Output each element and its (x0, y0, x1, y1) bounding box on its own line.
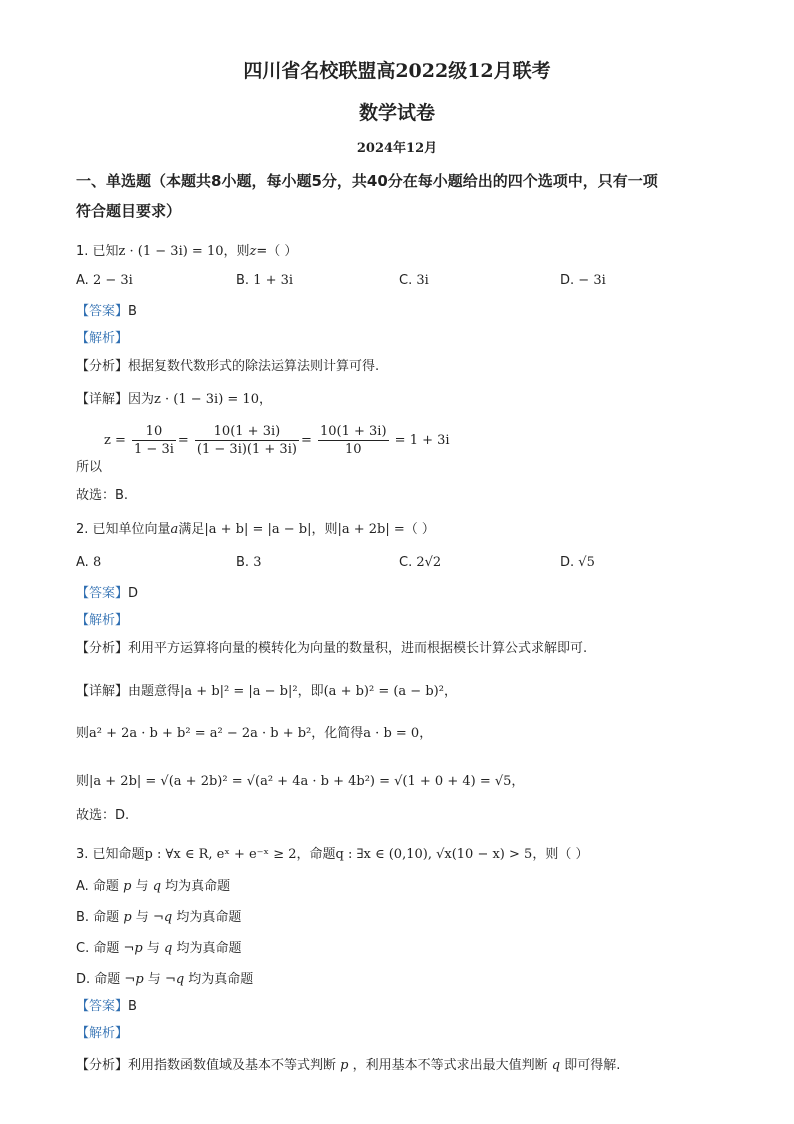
q2-option-a: A. 8 (76, 555, 102, 570)
q1-option-b: B. 1 + 3i (236, 273, 294, 288)
q2-option-c: C. 2√2 (399, 555, 442, 570)
exam-subtitle: 数学试卷 (358, 102, 435, 124)
q2-detail-1: 【详解】由题意得|a + b|² = |a − b|²，即(a + b)² = (a − b)²， (76, 684, 457, 699)
q2-option-d: D. √5 (560, 555, 595, 570)
q3-answer: 【答案】B (76, 999, 137, 1014)
section-heading-line1: 一、单选题（本题共8小题，每小题5分，共40分在每小题给出的四个选项中，只有一项 (76, 172, 658, 190)
q1-stem: 1. 已知z · (1 − 3i) = 10，则z=（ ） (76, 244, 298, 259)
q1-fraction-equation: z = $\frac{10}{1 - 3i}$ = $\frac{10(1 + 3i)}{(1 - 3i)(1 + 3i)}$ = $\frac{10(1 + 3i)}{10}$ = 1 + 3i (104, 424, 450, 457)
q1-option-a: A. 2 − 3i (76, 273, 133, 288)
q1-answer: 【答案】B (76, 304, 137, 319)
q1-conclusion: 故选：B. (76, 488, 129, 503)
q1-analysis-tag: 【解析】 (76, 331, 129, 346)
exam-title: 四川省名校联盟高2022级12月联考 (243, 60, 551, 82)
q1-suoyi: 所以 (76, 460, 103, 475)
q2-option-b: B. 3 (236, 555, 262, 570)
q2-fenxi: 【分析】利用平方运算将向量的模转化为向量的数量积，进而根据模长计算公式求解即可. (76, 641, 588, 656)
q2-detail-3: 则|a + 2b| = √(a + 2b)² = √(a² + 4a · b + 4b²) = √(1 + 0 + 4) = √5， (76, 774, 525, 789)
q3-option-a: A. 命题 p 与 q 均为真命题 (76, 879, 231, 894)
q3-analysis-tag: 【解析】 (76, 1026, 129, 1041)
q2-detail-2: 则a² + 2a · b + b² = a² − 2a · b + b²，化简得a · b = 0， (76, 726, 433, 741)
q3-option-b: B. 命题 p 与 ¬q 均为真命题 (76, 910, 242, 925)
q1-option-d: D. − 3i (560, 273, 606, 288)
q3-fenxi: 【分析】利用指数函数值域及基本不等式判断 p ，利用基本不等式求出最大值判断 q 即可得解. (76, 1058, 621, 1073)
q2-answer: 【答案】D (76, 586, 139, 601)
exam-date: 2024年12月 (356, 141, 438, 156)
q1-fenxi: 【分析】根据复数代数形式的除法运算法则计算可得. (76, 359, 380, 374)
q2-stem: 2. 已知单位向量a满足|a + b| = |a − b|，则|a + 2b| =（ ） (76, 522, 435, 537)
q1-stem-math: z · (1 − 3i) = 10 (118, 244, 224, 259)
q1-detail: 【详解】因为z · (1 − 3i) = 10， (76, 392, 272, 407)
section-heading-line2: 符合题目要求） (76, 202, 182, 220)
q2-conclusion: 故选：D. (76, 808, 130, 823)
q3-stem: 3. 已知命题p : ∀x ∈ R, eˣ + e⁻ˣ ≥ 2，命题q : ∃x ∈ (0,10), √x(10 − x) > 5，则（ ） (76, 847, 589, 862)
q3-option-d: D. 命题 ¬p 与 ¬q 均为真命题 (76, 972, 254, 987)
q3-option-c: C. 命题 ¬p 与 q 均为真命题 (76, 941, 242, 956)
q1-option-c: C. 3i (399, 273, 429, 288)
q2-analysis-tag: 【解析】 (76, 613, 129, 628)
